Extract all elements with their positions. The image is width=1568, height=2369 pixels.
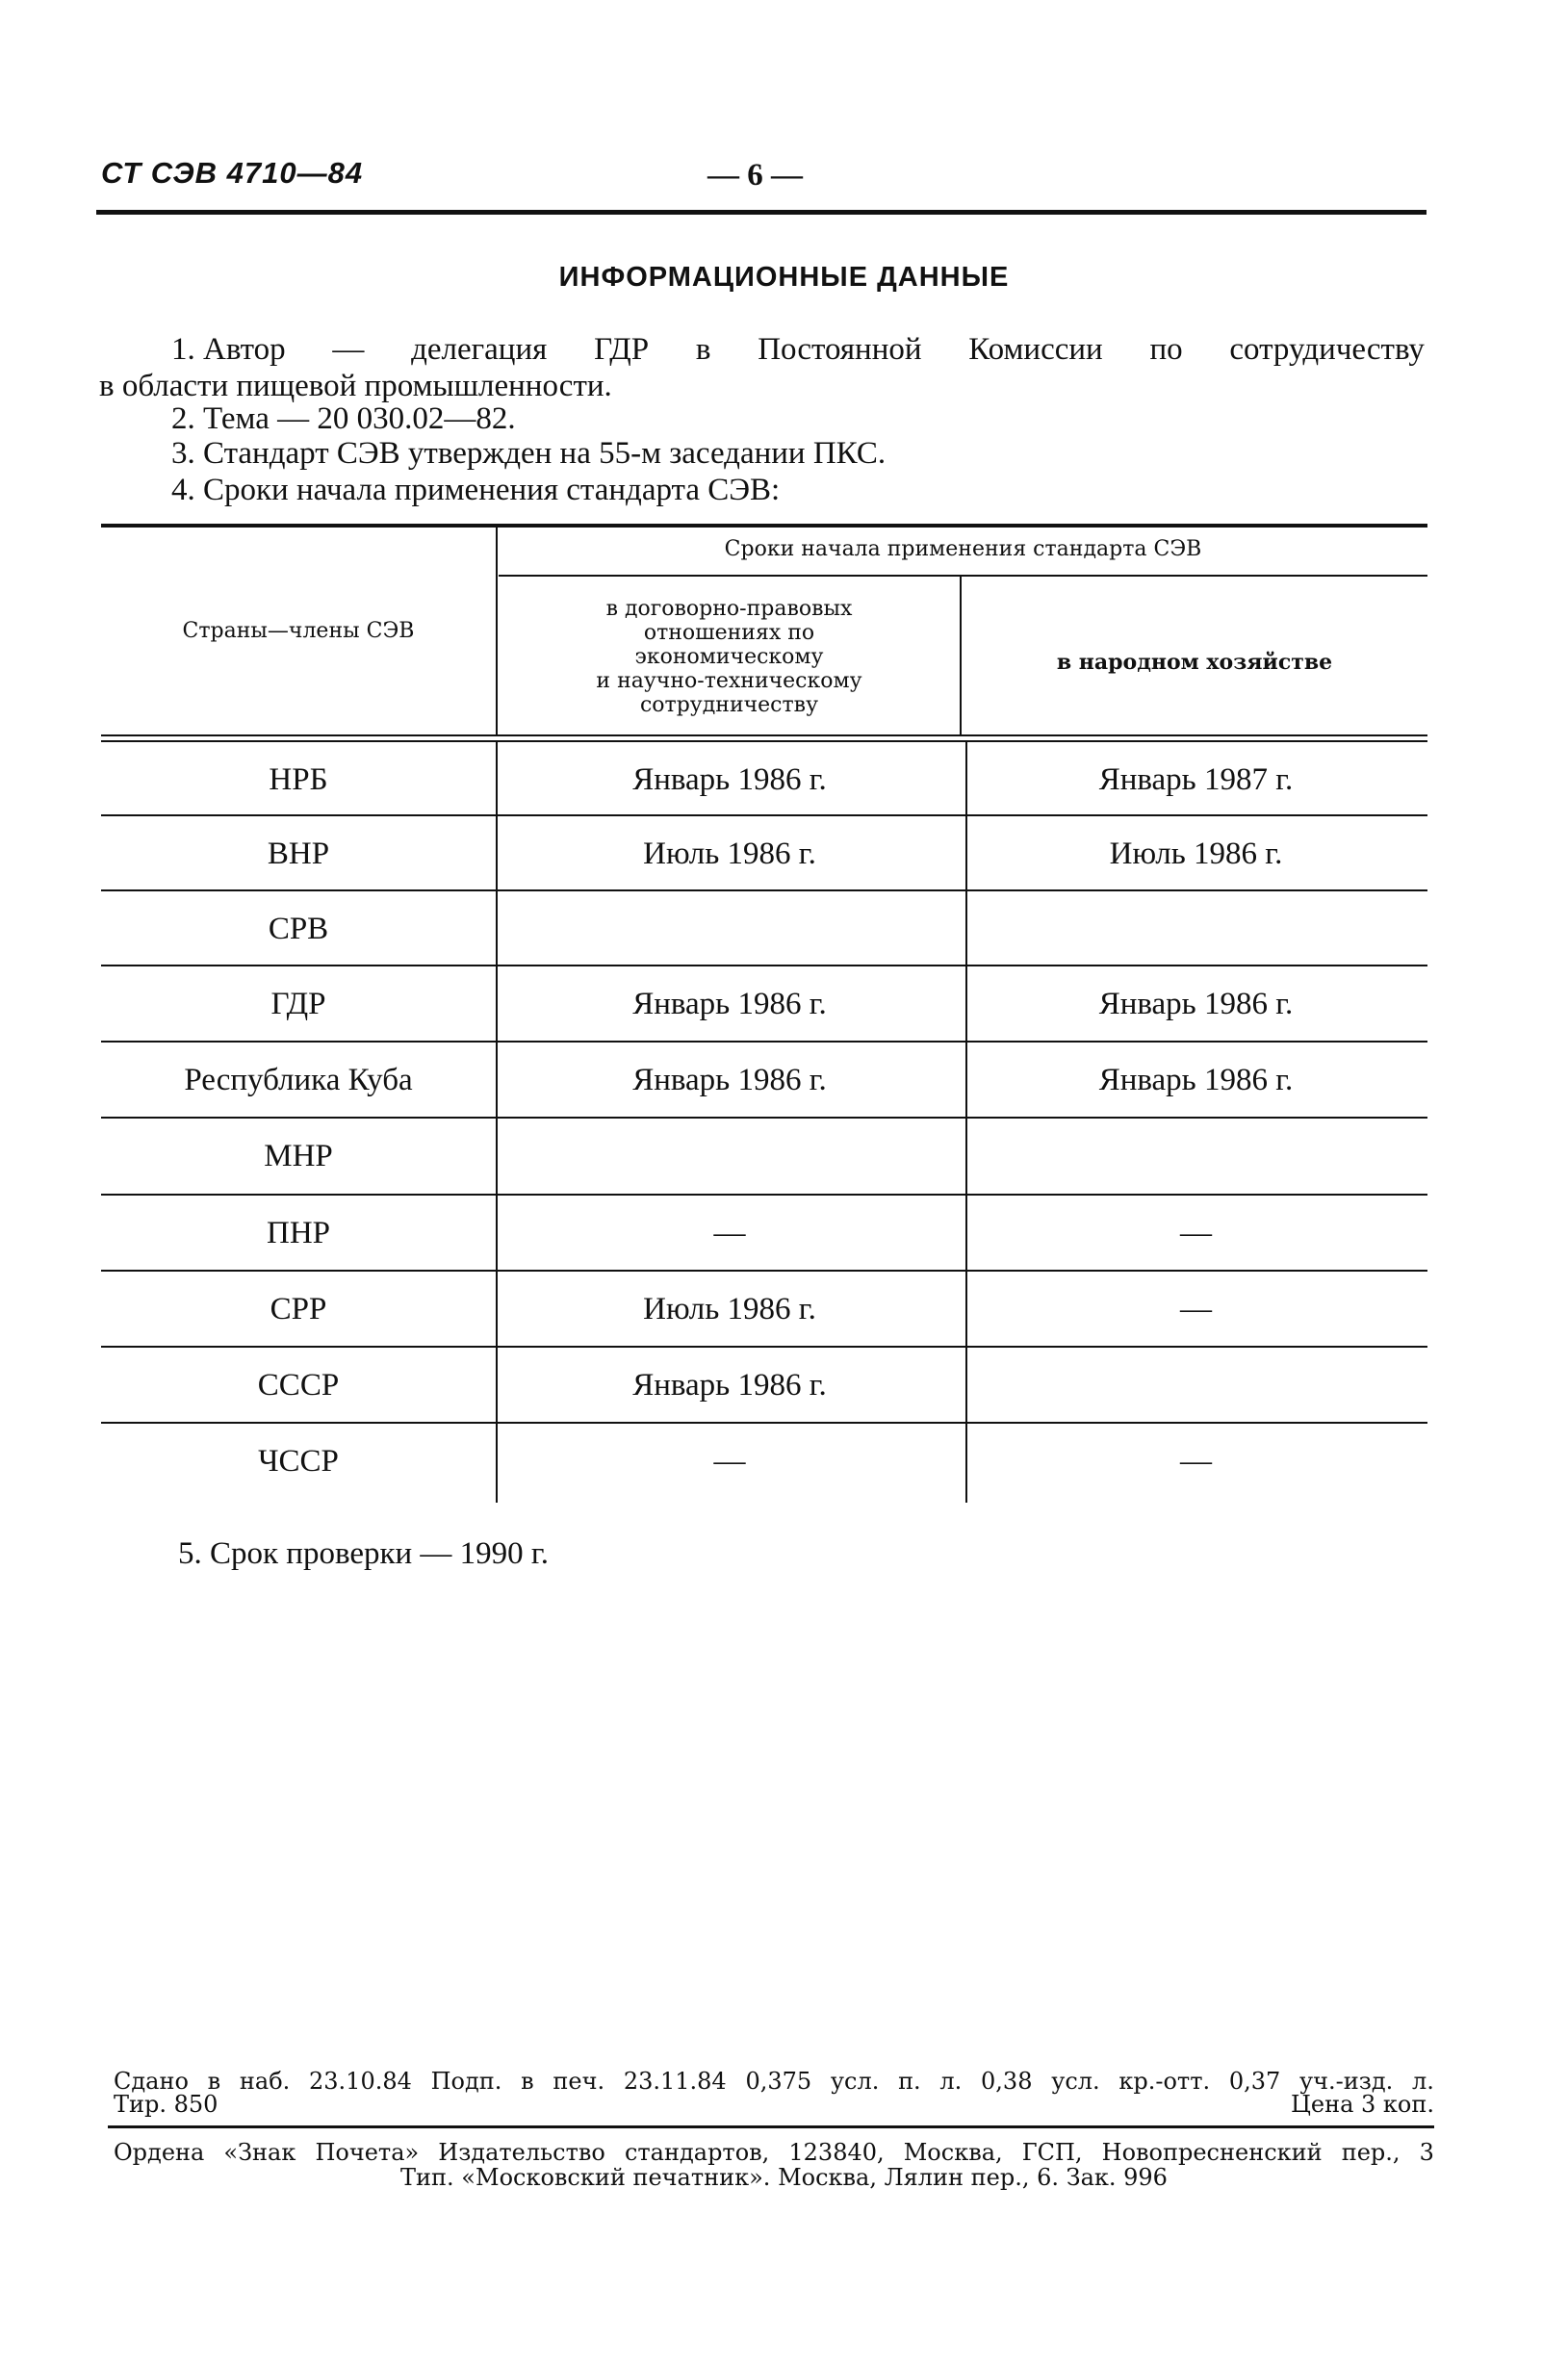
- table-cell-economy: [967, 891, 1425, 966]
- table-cell-economy: Январь 1986 г.: [1098, 986, 1294, 1021]
- print-info-word: усл.: [830, 2068, 880, 2095]
- table-cell-country: СРР: [270, 1291, 327, 1326]
- publisher-word: ГСП,: [1021, 2139, 1083, 2166]
- header-rule: [96, 210, 1427, 215]
- publisher-word: 123840,: [788, 2139, 885, 2166]
- table-cell-contract: Июль 1986 г.: [643, 836, 816, 871]
- table-cell-country: ВНР: [267, 836, 330, 871]
- print-info-word: в: [521, 2068, 534, 2095]
- section-title: ИНФОРМАЦИОННЫЕ ДАННЫЕ: [558, 262, 1010, 293]
- item-1-word: ГДР: [594, 332, 650, 367]
- item-1-word: в: [695, 332, 711, 367]
- table-cell-economy: [967, 1348, 1425, 1423]
- print-info-word: 0,37: [1228, 2068, 1281, 2095]
- table-cell-economy: Июль 1986 г.: [1109, 836, 1283, 871]
- publisher-word: Издательство: [438, 2139, 605, 2166]
- publisher-word: стандартов,: [624, 2139, 770, 2166]
- print-info-word: 0,38: [981, 2068, 1033, 2095]
- printer-line: Тип. «Московский печатник». Москва, Лялин пер., 6. Зак. 996: [400, 2164, 1168, 2191]
- publisher-line: [114, 2139, 1434, 2166]
- header-col-divider: [496, 528, 498, 734]
- table-cell-economy: [967, 1119, 1425, 1194]
- table-cell-contract: Июль 1986 г.: [643, 1291, 816, 1326]
- table-cell-country: Республика Куба: [184, 1062, 413, 1097]
- table-cell-country: СССР: [257, 1367, 340, 1403]
- publisher-word: Москва,: [903, 2139, 1003, 2166]
- publisher-word: «Знак: [223, 2139, 296, 2166]
- print-info-word: кр.-отт.: [1118, 2068, 1211, 2095]
- group-header: Сроки начала применения стандарта СЭВ: [724, 537, 1202, 561]
- table-cell-contract: [499, 891, 961, 966]
- publisher-word: пер.,: [1341, 2139, 1401, 2166]
- print-info-word: п.: [898, 2068, 921, 2095]
- table-cell-contract: —: [713, 1215, 746, 1250]
- publisher-word: Почета»: [315, 2139, 420, 2166]
- table-cell-economy: —: [1180, 1215, 1212, 1250]
- header-line: экономическому: [634, 645, 824, 669]
- item-1-word: сотрудичеству: [1229, 332, 1425, 367]
- print-info-word: 23.10.84: [309, 2068, 412, 2095]
- header-line: отношениях по: [643, 621, 815, 645]
- document-code: СТ СЭВ 4710—84: [101, 156, 364, 190]
- print-info-word: л.: [1411, 2068, 1434, 2095]
- table-cell-country: ПНР: [266, 1215, 331, 1250]
- item-3: 3. Стандарт СЭВ утвержден на 55-м заседании ПКС.: [171, 436, 887, 471]
- print-info-word: уч.-изд.: [1299, 2068, 1394, 2095]
- item-2: 2. Тема — 20 030.02—82.: [171, 401, 516, 436]
- print-info-word: в: [207, 2068, 221, 2095]
- table-cell-economy: —: [1180, 1443, 1212, 1479]
- item-1-word: делегация: [411, 332, 548, 367]
- print-info-word: печ.: [553, 2068, 605, 2095]
- footer-rule: [108, 2125, 1434, 2128]
- table-cell-country: МНР: [264, 1138, 333, 1173]
- item-4: 4. Сроки начала применения стандарта СЭВ:: [171, 473, 781, 507]
- table-cell-contract: Январь 1986 г.: [632, 1367, 827, 1403]
- body-col-divider: [496, 742, 498, 1503]
- table-cell-country: ГДР: [270, 986, 326, 1021]
- print-info-word: Подп.: [430, 2068, 502, 2095]
- header-bottom-rule: [101, 734, 1427, 736]
- table-cell-contract: Январь 1986 г.: [632, 986, 827, 1021]
- print-info-word: л.: [939, 2068, 963, 2095]
- table-cell-contract: Январь 1986 г.: [632, 1062, 827, 1097]
- price: Цена 3 коп.: [1290, 2091, 1434, 2118]
- publisher-word: Новопресненский: [1101, 2139, 1323, 2166]
- header-line: сотрудничеству: [639, 693, 819, 717]
- print-info-word: 23.11.84: [623, 2068, 727, 2095]
- publisher-word: Ордена: [114, 2139, 205, 2166]
- group-header-rule: [499, 575, 1427, 577]
- publisher-word: 3: [1419, 2139, 1434, 2166]
- print-info-word: усл.: [1051, 2068, 1100, 2095]
- table-cell-economy: Январь 1986 г.: [1098, 1062, 1294, 1097]
- item-1-word: Комиссии: [968, 332, 1103, 367]
- header-line: в договорно-правовых: [605, 597, 853, 621]
- item-5: 5. Срок проверки — 1990 г.: [178, 1536, 549, 1571]
- print-info-word: Сдано: [114, 2068, 189, 2095]
- table-cell-country: ЧССР: [258, 1443, 339, 1479]
- table-cell-country: НРБ: [269, 761, 328, 797]
- table-cell-economy: —: [1180, 1291, 1212, 1326]
- header-line: и научно-техническому: [596, 669, 862, 693]
- print-info-word: наб.: [239, 2068, 291, 2095]
- item-1-continuation: в области пищевой промышленности.: [99, 369, 612, 403]
- col-header-economy: в народном хозяйстве: [1056, 650, 1333, 675]
- print-info-word: 0,375: [745, 2068, 812, 2095]
- table-cell-contract: —: [713, 1443, 746, 1479]
- table-cell-contract: [499, 1119, 961, 1194]
- col-header-countries: Страны—члены СЭВ: [182, 619, 415, 643]
- item-1-word: 1. Автор: [171, 332, 286, 367]
- table-cell-economy: Январь 1987 г.: [1098, 761, 1294, 797]
- table-cell-country: СРВ: [268, 911, 329, 946]
- table-cell-contract: Январь 1986 г.: [632, 761, 827, 797]
- item-1-word: по: [1149, 332, 1183, 367]
- item-1-word: Постоянной: [758, 332, 922, 367]
- page-number: — 6 —: [707, 158, 803, 193]
- item-1-word: —: [332, 332, 365, 367]
- item-1-line: [171, 331, 1425, 368]
- circulation: Тир. 850: [114, 2091, 218, 2118]
- table-top-rule: [101, 524, 1427, 528]
- col-header-contract: [499, 597, 960, 717]
